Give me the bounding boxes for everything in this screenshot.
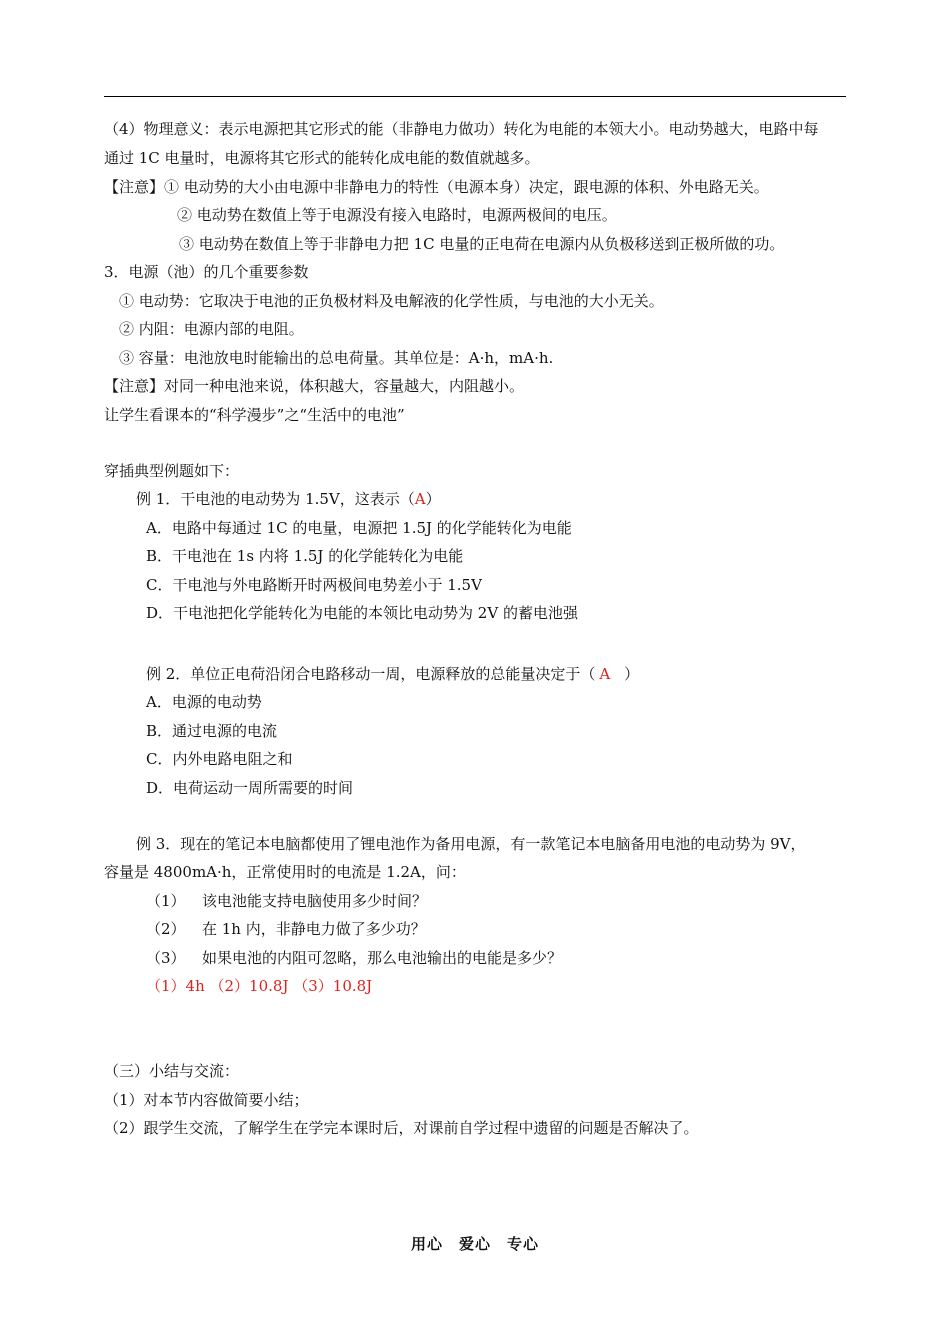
param-emf: ① 电动势：它取决于电池的正负极材料及电解液的化学性质，与电池的大小无关。 [119, 292, 664, 310]
example-2-stem-close: ） [624, 665, 640, 683]
example-3-answer: （1）4h （2）10.8J （3）10.8J [146, 977, 373, 995]
example-2-stem [146, 664, 639, 684]
example-3-question-1: 该电池能支持电脑使用多少时间？ [202, 892, 428, 910]
summary-title: （三）小结与交流： [104, 1062, 240, 1080]
example-1-stem-close: ） [425, 490, 441, 508]
examples-intro: 穿插典型例题如下： [104, 462, 240, 480]
note-2: 【注意】对同一种电池来说，体积越大，容量越大，内阻越小。 [104, 377, 525, 395]
example-2-option-a: A．电源的电动势 [146, 693, 262, 711]
reading-assignment: 让学生看课本的“科学漫步”之“生活中的电池” [104, 406, 405, 424]
physical-meaning-line-2: 通过 1C 电量时，电源将其它形式的能转化成电能的数值就越多。 [104, 149, 540, 167]
example-3-question-3-num: （3） [146, 949, 186, 967]
example-2-answer: A [599, 665, 611, 683]
example-2-option-c: C．内外电路电阻之和 [146, 750, 293, 768]
note-1-line-2: ② 电动势在数值上等于电源没有接入电路时，电源两极间的电压。 [177, 206, 617, 224]
example-1-answer: A [414, 490, 426, 508]
example-1-option-b: B．干电池在 1s 内将 1.5J 的化学能转化为电能 [146, 547, 464, 565]
example-3-question-2: 在 1h 内，非静电力做了多少功？ [202, 920, 426, 938]
example-2-stem-text: 例 2．单位正电荷沿闭合电路移动一周，电源释放的总能量决定于（ [146, 665, 596, 683]
example-1-stem [136, 489, 441, 509]
example-1-stem-text: 例 1．干电池的电动势为 1.5V，这表示（ [136, 490, 415, 508]
param-capacity: ③ 容量：电池放电时能输出的总电荷量。其单位是：A·h，mA·h. [119, 349, 554, 367]
param-internal-resistance: ② 内阻：电源内部的电阻。 [119, 320, 304, 338]
example-3-question-1-num: （1） [146, 892, 186, 910]
note-1-line-1: 【注意】① 电动势的大小由电源中非静电力的特性（电源本身）决定，跟电源的体积、外电路无关。 [104, 178, 769, 196]
header-rule [104, 96, 846, 97]
example-1-option-c: C．干电池与外电路断开时两极间电势差小于 1.5V [146, 576, 482, 594]
summary-item-1: （1）对本节内容做简要小结； [104, 1091, 309, 1109]
physical-meaning-line-1: （4）物理意义：表示电源把其它形式的能（非静电力做功）转化为电能的本领大小。电动势越大，电路中每 [104, 120, 819, 138]
section-3-title: 3．电源（池）的几个重要参数 [104, 263, 309, 281]
example-3-question-3: 如果电池的内阻可忽略，那么电池输出的电能是多少？ [202, 949, 563, 967]
example-2-option-d: D．电荷运动一周所需要的时间 [146, 779, 354, 797]
example-1-option-d: D．干电池把化学能转化为电能的本领比电动势为 2V 的蓄电池强 [146, 604, 578, 622]
summary-item-2: （2）跟学生交流，了解学生在学完本课时后，对课前自学过程中遗留的问题是否解决了。 [104, 1119, 699, 1137]
example-2-option-b: B．通过电源的电流 [146, 722, 278, 740]
example-3-stem-line-2: 容量是 4800mA·h，正常使用时的电流是 1.2A，问： [104, 863, 466, 881]
example-3-question-2-num: （2） [146, 920, 186, 938]
example-1-option-a: A．电路中每通过 1C 的电量，电源把 1.5J 的化学能转化为电能 [146, 519, 572, 537]
example-3-stem-line-1: 例 3．现在的笔记本电脑都使用了锂电池作为备用电源，有一款笔记本电脑备用电池的电动势为 9V， [136, 835, 806, 853]
note-1-line-3: ③ 电动势在数值上等于非静电力把 1C 电量的正电荷在电源内从负极移送到正极所做的功。 [179, 235, 785, 253]
footer-motto: 用心 爱心 专心 [410, 1235, 539, 1253]
